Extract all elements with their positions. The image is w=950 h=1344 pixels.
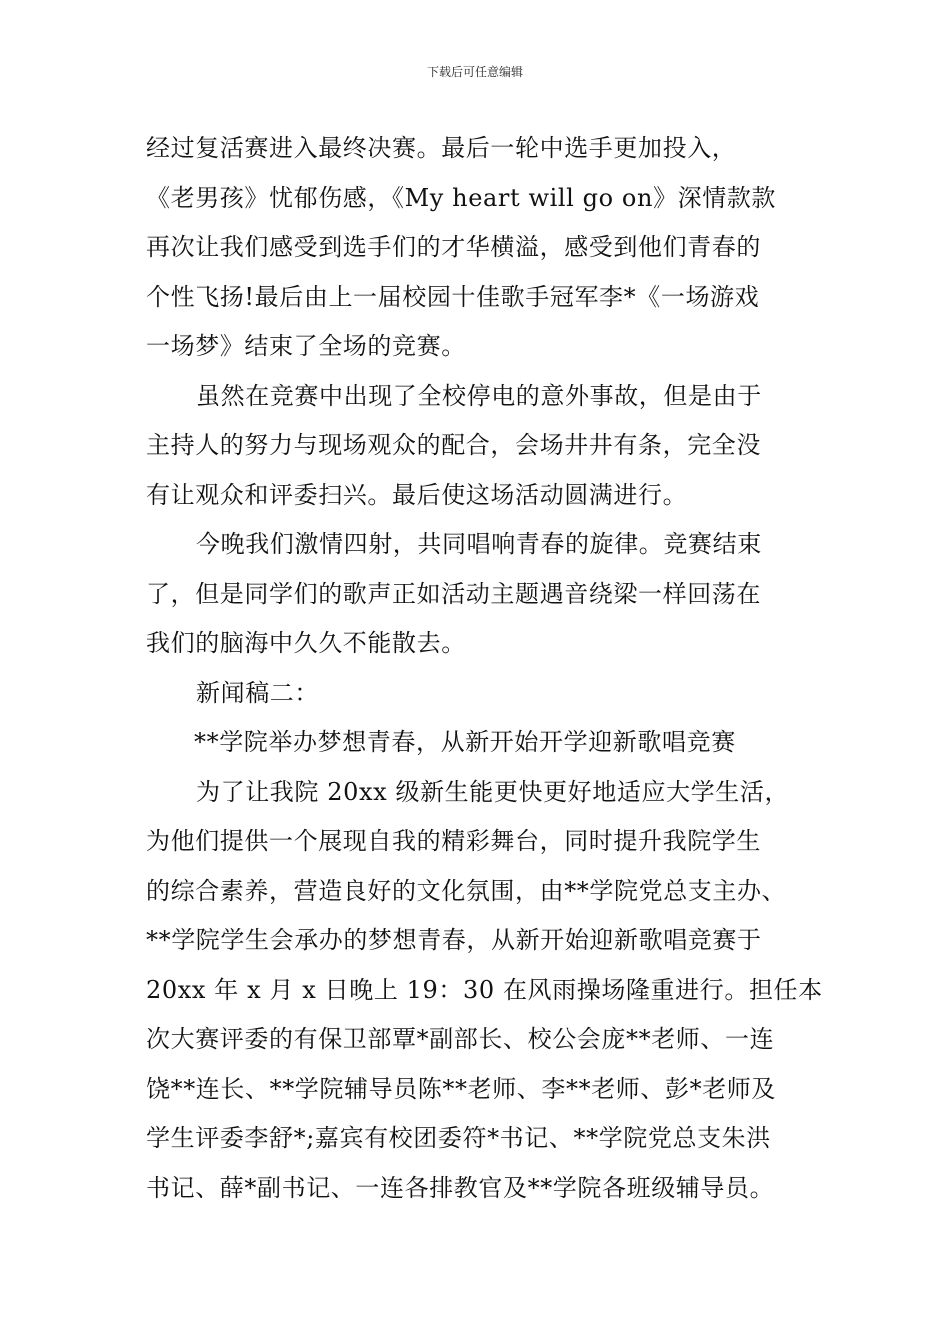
- text-line: 饶**连长、**学院辅导员陈**老师、李**老师、彭*老师及: [146, 1074, 776, 1103]
- paragraph-start-line: 为了让我院 20xx 级新生能更快更好地适应大学生活，: [196, 777, 790, 806]
- text-line: 了，但是同学们的歌声正如活动主题遇音绕梁一样回荡在: [146, 579, 761, 608]
- text-line: 经过复活赛进入最终决赛。最后一轮中选手更加投入，: [146, 134, 737, 162]
- article-title: **学院举办梦想青春，从新开始开学迎新歌唱竞赛: [194, 728, 736, 756]
- text-line: 20xx 年 x 月 x 日晚上 19：30 在风雨操场隆重进行。担任本: [146, 975, 823, 1004]
- section-label: 新闻稿二：: [196, 678, 319, 707]
- text-line: 个性飞扬!最后由上一届校园十佳歌手冠军李*《一场游戏: [146, 282, 760, 311]
- text-line: **学院学生会承办的梦想青春，从新开始迎新歌唱竞赛于: [146, 926, 762, 954]
- text-line: 再次让我们感受到选手们的才华横溢，感受到他们青春的: [146, 233, 761, 261]
- paragraph-start-line: 虽然在竞赛中出现了全校停电的意外事故，但是由于: [196, 381, 762, 410]
- text-line: 为他们提供一个展现自我的精彩舞台，同时提升我院学生: [146, 827, 761, 855]
- text-line: 学生评委李舒*;嘉宾有校团委符*书记、**学院党总支朱洪: [146, 1124, 771, 1152]
- page-header: 下载后可任意编辑: [426, 65, 523, 79]
- text-line: 我们的脑海中久久不能散去。: [146, 629, 466, 657]
- text-line: 次大赛评委的有保卫部覃*副部长、校公会庞**老师、一连: [146, 1025, 775, 1053]
- text-line: 一场梦》结束了全场的竞赛。: [146, 332, 466, 360]
- text-line: 的综合素养，营造良好的文化氛围，由**学院党总支主办、: [146, 876, 787, 905]
- text-line: 有让观众和评委扫兴。最后使这场活动圆满进行。: [146, 480, 688, 509]
- text-line: 主持人的努力与现场观众的配合，会场井井有条，完全没: [146, 431, 761, 459]
- text-line: 书记、薛*副书记、一连各排教官及**学院各班级辅导员。: [146, 1173, 775, 1202]
- paragraph-start-line: 今晚我们激情四射，共同唱响青春的旋律。竞赛结束: [196, 530, 762, 558]
- text-line: 《老男孩》忧郁伤感，《My heart will go on》深情款款: [146, 183, 777, 212]
- document-body: [146, 124, 826, 1213]
